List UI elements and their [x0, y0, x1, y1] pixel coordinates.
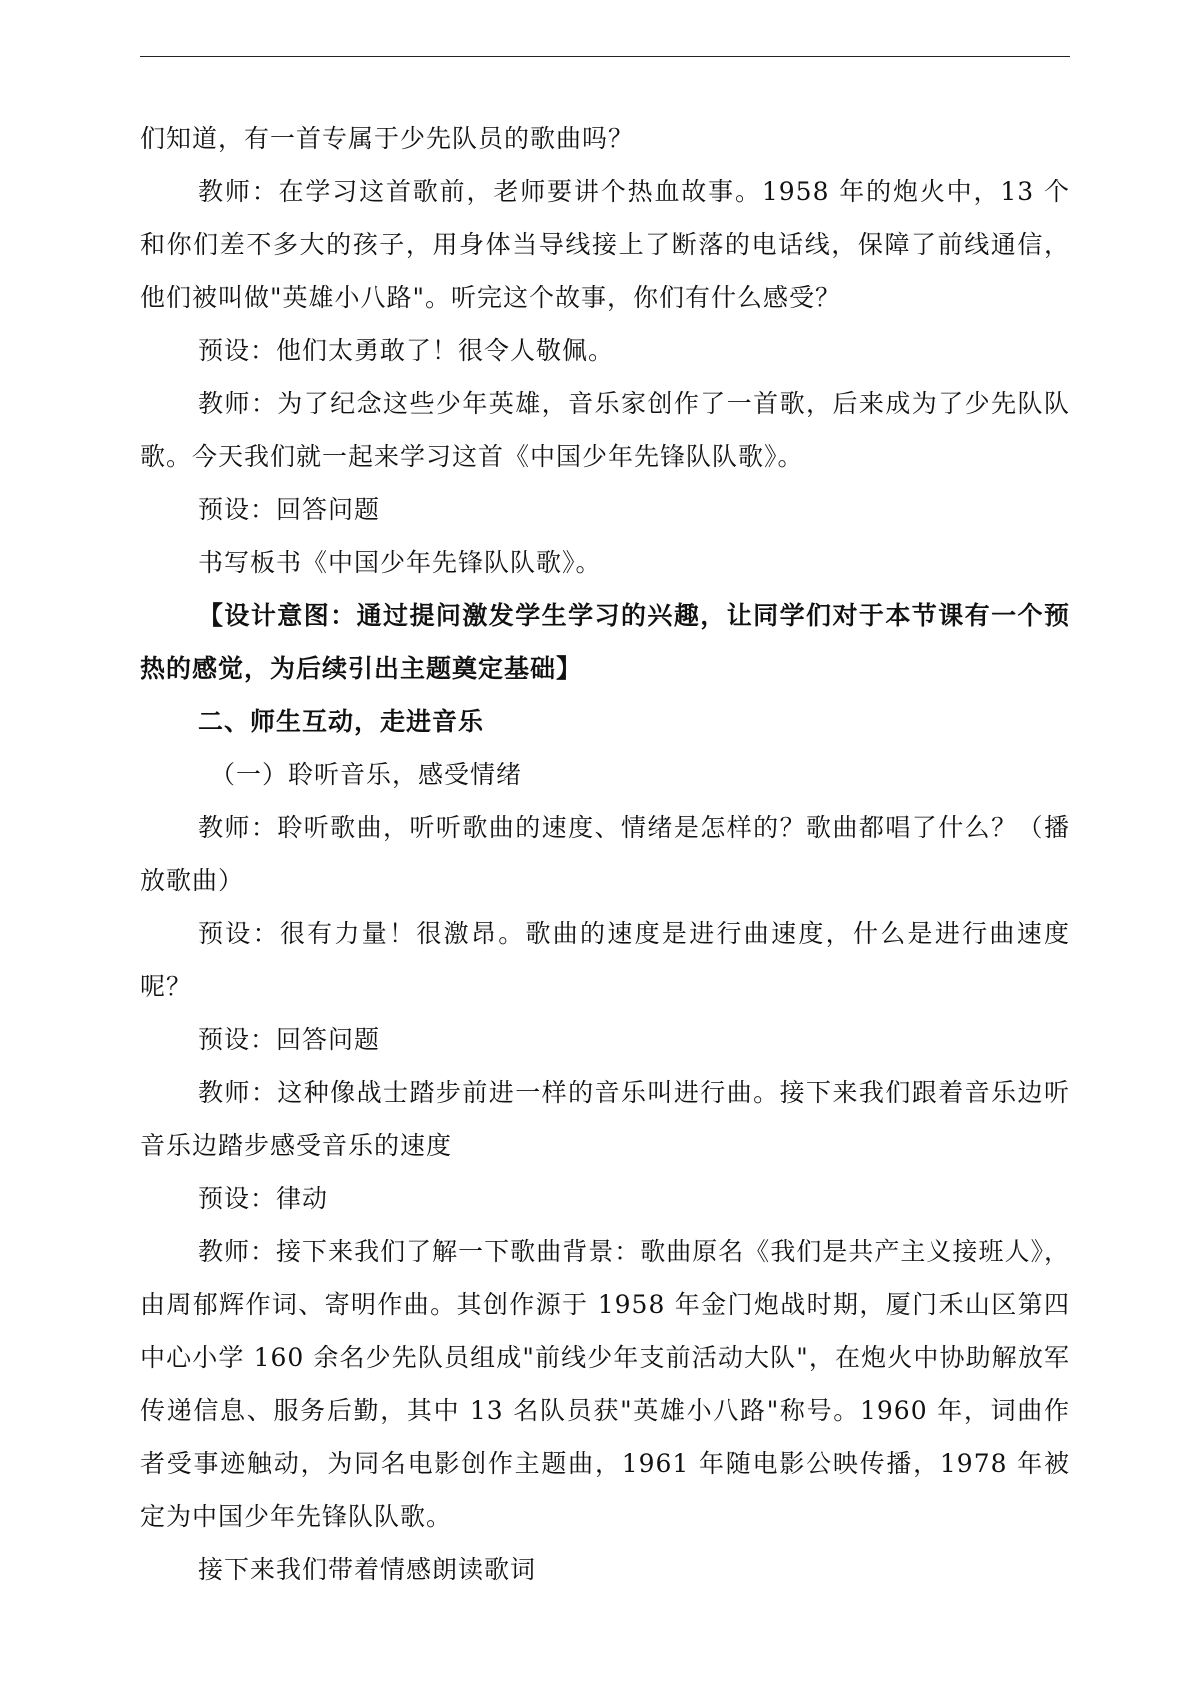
paragraph-expected-answer: 预设：很有力量！很激昂。歌曲的速度是进行曲速度，什么是进行曲速度呢？ [140, 919, 1070, 1001]
paragraph-teacher-listen: 教师：聆听歌曲，听听歌曲的速度、情绪是怎样的？歌曲都唱了什么？（播放歌曲） [140, 813, 1070, 895]
paragraph-song-background: 教师：接下来我们了解一下歌曲背景：歌曲原名《我们是共产主义接班人》，由周郁辉作词、寄明作曲。其创作源于 1958 年金门炮战时期，厦门禾山区第四中心小学 160 余名少先队员组成"前线少年支前活动大队"，在炮火中协助解放军传递信息、服务后勤，其中 13 名队员获"英雄小八路"称号。1960 年，词曲作者受事迹触动，为同名电影创作主题曲，1961 年随电影公映传播，1978 年被定为中国少年先锋队队歌。 [140, 1237, 1070, 1531]
design-intent-note: 【设计意图：通过提问激发学生学习的兴趣，让同学们对于本节课有一个预热的感觉，为后续引出主题奠定基础】 [140, 601, 1070, 683]
paragraph-expected-answer: 预设：回答问题 [198, 495, 381, 524]
paragraph-teacher-intro: 教师：为了纪念这些少年英雄，音乐家创作了一首歌，后来成为了少先队队歌。今天我们就一起来学习这首《中国少年先锋队队歌》。 [140, 389, 1070, 471]
paragraph-continuation: 们知道，有一首专属于少先队员的歌曲吗？ [140, 124, 635, 153]
section-heading: 二、师生互动，走进音乐 [198, 707, 485, 736]
paragraph-read-lyrics: 接下来我们带着情感朗读歌词 [198, 1555, 537, 1584]
paragraph-expected-answer: 预设：他们太勇敢了！很令人敬佩。 [198, 336, 615, 365]
document-body [140, 112, 1070, 1596]
paragraph-blackboard: 书写板书《中国少年先锋队队歌》。 [198, 548, 602, 577]
header-rule [140, 56, 1070, 57]
paragraph-expected-answer: 预设：律动 [198, 1184, 329, 1213]
paragraph-expected-answer: 预设：回答问题 [198, 1025, 381, 1054]
paragraph-teacher-march: 教师：这种像战士踏步前进一样的音乐叫进行曲。接下来我们跟着音乐边听音乐边踏步感受音乐的速度 [140, 1078, 1070, 1160]
subsection-heading: （一）聆听音乐，感受情绪 [210, 760, 523, 789]
paragraph-teacher-story: 教师：在学习这首歌前，老师要讲个热血故事。1958 年的炮火中，13 个和你们差不多大的孩子，用身体当导线接上了断落的电话线，保障了前线通信，他们被叫做"英雄小八路"。听完这个故事，你们有什么感受？ [140, 177, 1070, 312]
